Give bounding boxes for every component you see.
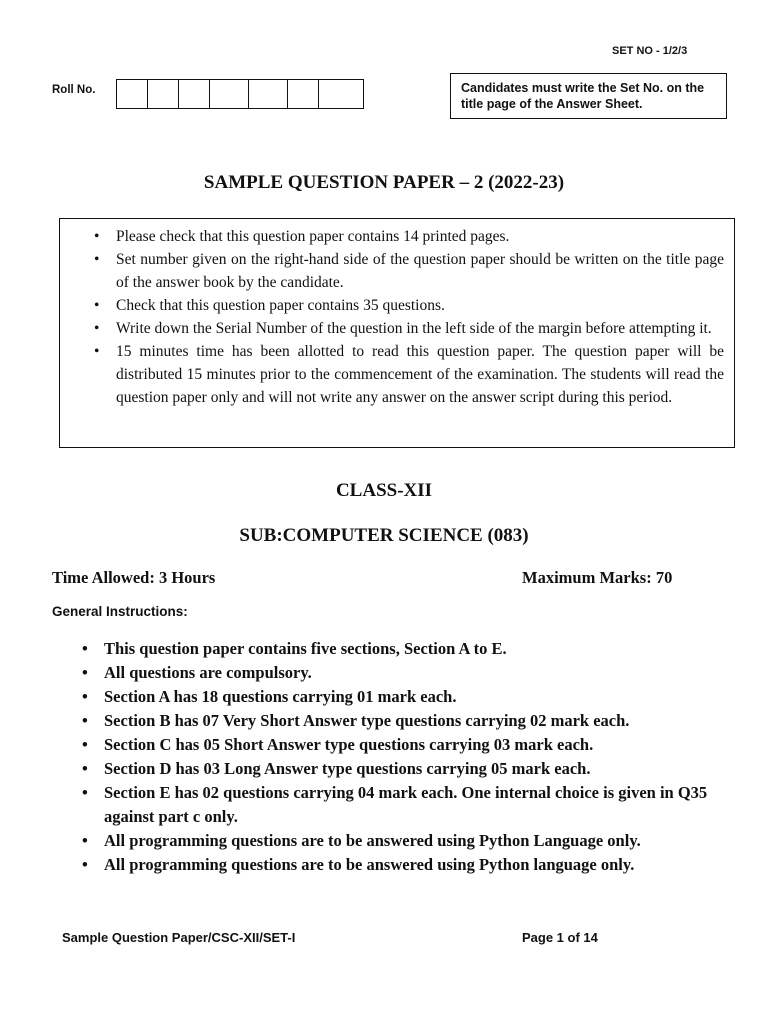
roll-number-box (249, 80, 288, 108)
instruction-item: • Check that this question paper contains 35 questions. (116, 294, 724, 317)
roll-number-box (288, 80, 319, 108)
paper-title: SAMPLE QUESTION PAPER – 2 (2022-23) (203, 172, 565, 193)
general-instruction-item: • All questions are compulsory. (104, 661, 744, 685)
roll-number-box (179, 80, 210, 108)
instruction-item: • Set number given on the right-hand side of the question paper should be written on the title page of the answer book by the candidate. (116, 248, 724, 294)
general-instruction-item: • Section B has 07 Very Short Answer type questions carrying 02 mark each. (104, 709, 744, 733)
roll-number-box (210, 80, 249, 108)
general-instructions-heading: General Instructions: (52, 604, 188, 619)
general-instruction-item: • Section D has 03 Long Answer type questions carrying 05 mark each. (104, 757, 744, 781)
instruction-item: • Please check that this question paper contains 14 printed pages. (116, 225, 724, 248)
set-number: SET NO - 1/2/3 (612, 45, 688, 57)
footer-document-id: Sample Question Paper/CSC-XII/SET-I (62, 930, 296, 945)
footer-page-number: Page 1 of 14 (522, 930, 598, 945)
general-instruction-item: • This question paper contains five sections, Section A to E. (104, 637, 744, 661)
roll-number-label: Roll No. (52, 84, 96, 96)
candidates-note-box: Candidates must write the Set No. on the title page of the Answer Sheet. (450, 73, 727, 119)
roll-number-box (319, 80, 363, 108)
time-allowed: Time Allowed: 3 Hours (52, 568, 216, 587)
maximum-marks: Maximum Marks: 70 (522, 568, 673, 587)
instructions-list (60, 219, 734, 409)
roll-number-box (148, 80, 179, 108)
instructions-box (59, 218, 735, 448)
instruction-item: • 15 minutes time has been allotted to read this question paper. The question paper will be distributed 15 minutes prior to the commencement of the examination. The students will read the question paper only and will not write any answer on the answer script during this period. (116, 340, 724, 409)
general-instruction-item: • Section A has 18 questions carrying 01 mark each. (104, 685, 744, 709)
instruction-item: • Write down the Serial Number of the question in the left side of the margin before attempting it. (116, 317, 724, 340)
roll-number-boxes (116, 79, 364, 109)
general-instructions-list (82, 637, 744, 877)
subject-heading: SUB:COMPUTER SCIENCE (083) (239, 525, 529, 546)
class-heading: CLASS-XII (335, 480, 433, 501)
roll-number-box (117, 80, 148, 108)
general-instruction-item: • Section E has 02 questions carrying 04 mark each. One internal choice is given in Q35 against part c only. (104, 781, 744, 829)
general-instruction-item: • All programming questions are to be answered using Python Language only. (104, 829, 744, 853)
general-instruction-item: • All programming questions are to be answered using Python language only. (104, 853, 744, 877)
general-instruction-item: • Section C has 05 Short Answer type questions carrying 03 mark each. (104, 733, 744, 757)
